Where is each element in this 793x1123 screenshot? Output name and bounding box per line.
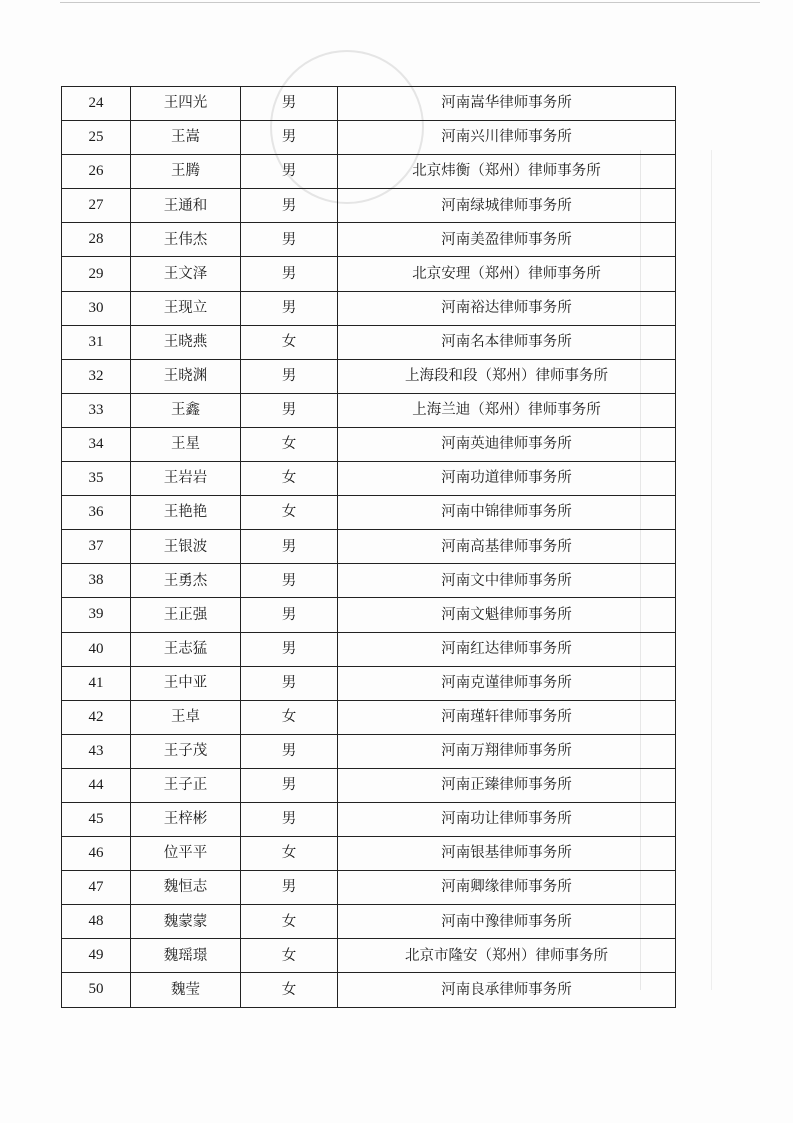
row-number-cell: 45 xyxy=(62,802,131,836)
lawyer-name-cell: 王晓燕 xyxy=(131,325,241,359)
law-firm-cell: 河南英迪律师事务所 xyxy=(338,427,676,461)
gender-cell: 女 xyxy=(241,905,338,939)
lawyer-name-cell: 位平平 xyxy=(131,837,241,871)
law-firm-cell: 北京炜衡（郑州）律师事务所 xyxy=(338,155,676,189)
row-number-cell: 46 xyxy=(62,837,131,871)
gender-cell: 男 xyxy=(241,87,338,121)
row-number-cell: 50 xyxy=(62,973,131,1007)
gender-cell: 男 xyxy=(241,598,338,632)
table-row xyxy=(62,427,676,461)
law-firm-cell: 河南功让律师事务所 xyxy=(338,802,676,836)
row-number-cell: 29 xyxy=(62,257,131,291)
roster-table-body xyxy=(62,87,676,1008)
lawyer-name-cell: 王伟杰 xyxy=(131,223,241,257)
law-firm-cell: 河南正臻律师事务所 xyxy=(338,768,676,802)
row-number-cell: 30 xyxy=(62,291,131,325)
gender-cell: 男 xyxy=(241,871,338,905)
lawyer-name-cell: 王鑫 xyxy=(131,393,241,427)
law-firm-cell: 河南高基律师事务所 xyxy=(338,530,676,564)
lawyer-name-cell: 魏蒙蒙 xyxy=(131,905,241,939)
law-firm-cell: 河南银基律师事务所 xyxy=(338,837,676,871)
lawyer-name-cell: 王四光 xyxy=(131,87,241,121)
row-number-cell: 34 xyxy=(62,427,131,461)
lawyer-name-cell: 王勇杰 xyxy=(131,564,241,598)
table-row xyxy=(62,496,676,530)
law-firm-cell: 河南万翔律师事务所 xyxy=(338,734,676,768)
lawyer-name-cell: 王文泽 xyxy=(131,257,241,291)
law-firm-cell: 河南文魁律师事务所 xyxy=(338,598,676,632)
gender-cell: 女 xyxy=(241,427,338,461)
law-firm-cell: 河南良承律师事务所 xyxy=(338,973,676,1007)
gender-cell: 男 xyxy=(241,155,338,189)
law-firm-cell: 河南中豫律师事务所 xyxy=(338,905,676,939)
table-row xyxy=(62,905,676,939)
table-row xyxy=(62,121,676,155)
table-row xyxy=(62,871,676,905)
law-firm-cell: 河南名本律师事务所 xyxy=(338,325,676,359)
table-row xyxy=(62,700,676,734)
row-number-cell: 27 xyxy=(62,189,131,223)
gender-cell: 男 xyxy=(241,734,338,768)
row-number-cell: 40 xyxy=(62,632,131,666)
table-row xyxy=(62,564,676,598)
gender-cell: 女 xyxy=(241,700,338,734)
row-number-cell: 28 xyxy=(62,223,131,257)
gender-cell: 男 xyxy=(241,802,338,836)
law-firm-cell: 河南绿城律师事务所 xyxy=(338,189,676,223)
table-row xyxy=(62,359,676,393)
law-firm-cell: 河南兴川律师事务所 xyxy=(338,121,676,155)
law-firm-cell: 河南中锦律师事务所 xyxy=(338,496,676,530)
table-row xyxy=(62,189,676,223)
gender-cell: 男 xyxy=(241,359,338,393)
lawyer-name-cell: 王志猛 xyxy=(131,632,241,666)
lawyer-name-cell: 王嵩 xyxy=(131,121,241,155)
lawyer-name-cell: 魏瑶璟 xyxy=(131,939,241,973)
table-row xyxy=(62,325,676,359)
gender-cell: 男 xyxy=(241,121,338,155)
table-row xyxy=(62,837,676,871)
gender-cell: 女 xyxy=(241,837,338,871)
row-number-cell: 31 xyxy=(62,325,131,359)
row-number-cell: 42 xyxy=(62,700,131,734)
lawyer-name-cell: 王中亚 xyxy=(131,666,241,700)
law-firm-cell: 河南瑾轩律师事务所 xyxy=(338,700,676,734)
gender-cell: 男 xyxy=(241,189,338,223)
gender-cell: 男 xyxy=(241,393,338,427)
row-number-cell: 43 xyxy=(62,734,131,768)
lawyer-name-cell: 王通和 xyxy=(131,189,241,223)
table-row xyxy=(62,223,676,257)
gender-cell: 男 xyxy=(241,632,338,666)
law-firm-cell: 河南裕达律师事务所 xyxy=(338,291,676,325)
row-number-cell: 47 xyxy=(62,871,131,905)
table-row xyxy=(62,291,676,325)
lawyer-roster-table xyxy=(61,86,676,1008)
row-number-cell: 49 xyxy=(62,939,131,973)
lawyer-name-cell: 王银波 xyxy=(131,530,241,564)
law-firm-cell: 河南美盈律师事务所 xyxy=(338,223,676,257)
table-row xyxy=(62,802,676,836)
row-number-cell: 48 xyxy=(62,905,131,939)
gender-cell: 男 xyxy=(241,564,338,598)
lawyer-name-cell: 王梓彬 xyxy=(131,802,241,836)
table-row xyxy=(62,939,676,973)
lawyer-name-cell: 王星 xyxy=(131,427,241,461)
table-row xyxy=(62,393,676,427)
row-number-cell: 25 xyxy=(62,121,131,155)
lawyer-name-cell: 魏莹 xyxy=(131,973,241,1007)
row-number-cell: 35 xyxy=(62,462,131,496)
table-row xyxy=(62,598,676,632)
law-firm-cell: 河南红达律师事务所 xyxy=(338,632,676,666)
law-firm-cell: 河南嵩华律师事务所 xyxy=(338,87,676,121)
gender-cell: 女 xyxy=(241,973,338,1007)
law-firm-cell: 河南功道律师事务所 xyxy=(338,462,676,496)
gender-cell: 女 xyxy=(241,325,338,359)
lawyer-name-cell: 王岩岩 xyxy=(131,462,241,496)
row-number-cell: 39 xyxy=(62,598,131,632)
law-firm-cell: 河南克谨律师事务所 xyxy=(338,666,676,700)
lawyer-name-cell: 王艳艳 xyxy=(131,496,241,530)
row-number-cell: 32 xyxy=(62,359,131,393)
law-firm-cell: 北京市隆安（郑州）律师事务所 xyxy=(338,939,676,973)
table-row xyxy=(62,530,676,564)
table-row xyxy=(62,734,676,768)
lawyer-name-cell: 王子茂 xyxy=(131,734,241,768)
table-row xyxy=(62,768,676,802)
gender-cell: 女 xyxy=(241,462,338,496)
law-firm-cell: 河南卿缘律师事务所 xyxy=(338,871,676,905)
table-row xyxy=(62,666,676,700)
gender-cell: 女 xyxy=(241,939,338,973)
table-row xyxy=(62,632,676,666)
row-number-cell: 37 xyxy=(62,530,131,564)
law-firm-cell: 河南文中律师事务所 xyxy=(338,564,676,598)
lawyer-name-cell: 王晓渊 xyxy=(131,359,241,393)
table-row xyxy=(62,462,676,496)
law-firm-cell: 上海兰迪（郑州）律师事务所 xyxy=(338,393,676,427)
gender-cell: 男 xyxy=(241,666,338,700)
row-number-cell: 41 xyxy=(62,666,131,700)
gender-cell: 女 xyxy=(241,496,338,530)
law-firm-cell: 北京安理（郑州）律师事务所 xyxy=(338,257,676,291)
row-number-cell: 33 xyxy=(62,393,131,427)
gender-cell: 男 xyxy=(241,223,338,257)
row-number-cell: 24 xyxy=(62,87,131,121)
gender-cell: 男 xyxy=(241,530,338,564)
row-number-cell: 38 xyxy=(62,564,131,598)
row-number-cell: 44 xyxy=(62,768,131,802)
law-firm-cell: 上海段和段（郑州）律师事务所 xyxy=(338,359,676,393)
table-row xyxy=(62,257,676,291)
gender-cell: 男 xyxy=(241,768,338,802)
gender-cell: 男 xyxy=(241,257,338,291)
lawyer-name-cell: 王正强 xyxy=(131,598,241,632)
lawyer-name-cell: 王现立 xyxy=(131,291,241,325)
lawyer-name-cell: 王子正 xyxy=(131,768,241,802)
row-number-cell: 36 xyxy=(62,496,131,530)
lawyer-name-cell: 王腾 xyxy=(131,155,241,189)
table-row xyxy=(62,87,676,121)
table-row xyxy=(62,973,676,1007)
lawyer-name-cell: 王卓 xyxy=(131,700,241,734)
page-edge-line xyxy=(60,2,760,3)
lawyer-name-cell: 魏恒志 xyxy=(131,871,241,905)
row-number-cell: 26 xyxy=(62,155,131,189)
table-row xyxy=(62,155,676,189)
gender-cell: 男 xyxy=(241,291,338,325)
